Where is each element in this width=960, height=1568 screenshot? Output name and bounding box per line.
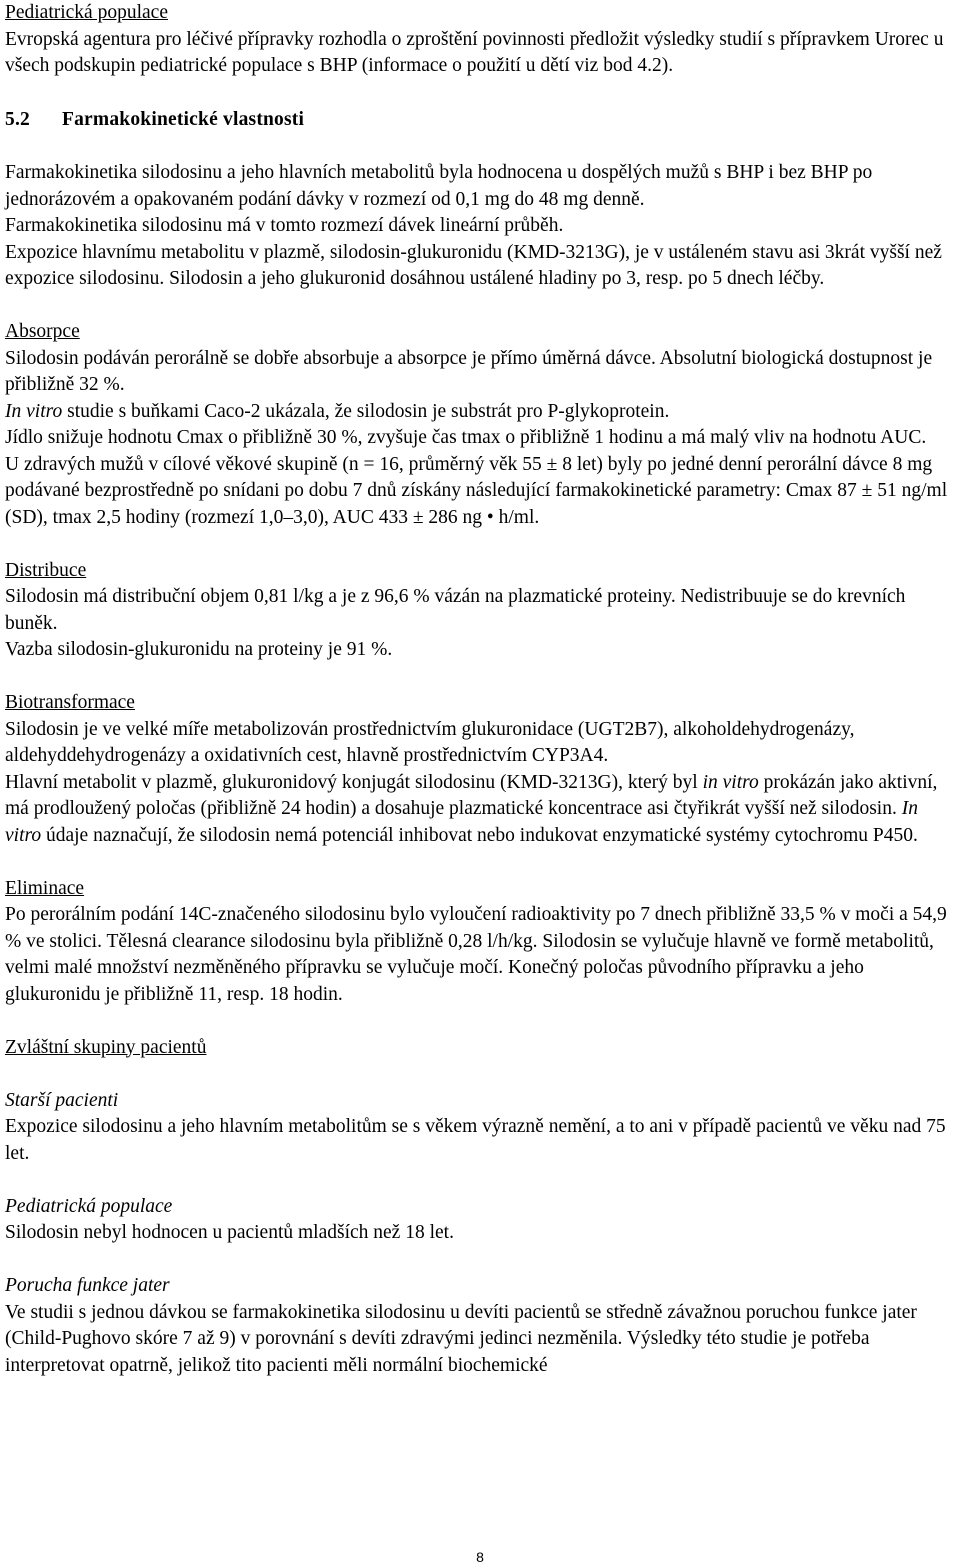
- section-title: Farmakokinetické vlastnosti: [62, 108, 305, 130]
- section-heading: [5, 107, 955, 134]
- elimination-paragraph: Po perorálním podání 14C-značeného silodosinu bylo vyloučení radioaktivity po 7 dnech přibližně 33,5 % v moči a 54,9 % ve stolici. Tělesná clearance silodosinu byla přibližně 0,28 l/h/kg. Silodosin se vylučuje hlavně ve formě metabolitů, velmi malé množství nezměněného přípravku se vylučuje močí. Konečný poločas původního přípravku a jeho glukuronidu je přibližně 11, resp. 18 hodin.: [5, 904, 947, 1005]
- pk-paragraph-1: Farmakokinetika silodosinu a jeho hlavních metabolitů byla hodnocena u dospělých mužů s BHP i bez BHP po jednorázovém a opakovaném podání dávky v rozmezí od 0,1 mg do 48 mg denně.: [5, 162, 873, 210]
- biotransformation-paragraph-2: Hlavní metabolit v plazmě, glukuronidový konjugát silodosinu (KMD-3213G), který byl in vitro prokázán jako aktivní, má prodloužený poločas (přibližně 24 hodin) a dosahuje plazmatické koncentrace asi čtyřikrát vyšší než silodosin. In vitro údaje naznačují, že silodosin nemá potenciál inhibovat nebo indukovat enzymatické systémy cytochromu P450.: [5, 771, 938, 846]
- hepatic-impairment-heading: Porucha funkce jater: [5, 1275, 170, 1296]
- absorption-heading: Absorpce: [5, 321, 80, 342]
- elderly-heading: Starší pacienti: [5, 1089, 119, 1111]
- absorption-paragraph-2: In vitro studie s buňkami Caco-2 ukázala, že silodosin je substrát pro P-glykoprotein.: [5, 400, 670, 422]
- absorption-paragraph-3: Jídlo snižuje hodnotu Cmax o přibližně 30 %, zvyšuje čas tmax o přibližně 1 hodinu a má malý vliv na hodnotu AUC.: [5, 427, 927, 448]
- pediatric-population-text: Evropská agentura pro léčivé přípravky rozhodla o zproštění povinnosti předložit výsledky studií s přípravkem Urorec u všech podskupin pediatrické populace s BHP (informace o použití u dětí viz bod 4.2).: [5, 28, 944, 76]
- in-vitro-term: in vitro: [702, 771, 759, 793]
- distribution-heading: Distribuce: [5, 559, 87, 581]
- pediatric-population-heading: Pediatrická populace: [5, 2, 168, 23]
- hepatic-impairment-text: Ve studii s jednou dávkou se farmakokinetika silodosinu u devíti pacientů se středně závažnou poruchou funkce jater (Child-Pughovo skóre 7 až 9) v porovnání s devíti zdravými jedinci nezměnila. Výsledky této studie je potřeba interpretovat opatrně, jelikož tito pacienti měli normální biochemické: [5, 1301, 917, 1376]
- in-vitro-term: In vitro: [5, 400, 63, 422]
- in-vitro-term: In vitro: [5, 798, 918, 846]
- pediatric-text: Silodosin nebyl hodnocen u pacientů mladších než 18 let.: [5, 1222, 454, 1243]
- absorption-paragraph-1: Silodosin podáván perorálně se dobře absorbuje a absorpce je přímo úměrná dávce. Absolutní biologická dostupnost je přibližně 32 %.: [5, 347, 933, 395]
- pk-paragraph-2: Farmakokinetika silodosinu má v tomto rozmezí dávek lineární průběh.: [5, 215, 564, 236]
- elimination-heading: Eliminace: [5, 877, 85, 899]
- biotransformation-paragraph-1: Silodosin je ve velké míře metabolizován prostřednictvím glukuronidace (UGT2B7), alkoholdehydrogenázy, aldehyddehydrogenázy a oxidativních cest, hlavně prostřednictvím CYP3A4.: [5, 718, 855, 766]
- section-number: 5.2: [5, 108, 30, 130]
- distribution-paragraph-1: Silodosin má distribuční objem 0,81 l/kg a je z 96,6 % vázán na plazmatické proteiny. Nedistribuuje se do krevních buněk.: [5, 586, 906, 634]
- special-populations-heading: Zvláštní skupiny pacientů: [5, 1036, 207, 1058]
- biotransformation-heading: Biotransformace: [5, 692, 135, 713]
- distribution-paragraph-2: Vazba silodosin-glukuronidu na proteiny je 91 %.: [5, 639, 393, 660]
- page-number: 8: [476, 1549, 484, 1565]
- absorption-paragraph-4: U zdravých mužů v cílové věkové skupině (n = 16, průměrný věk 55 ± 8 let) byly po jedné denní perorální dávce 8 mg podávané bezprostředně po snídani po dobu 7 dnů získány následující farmakokinetické parametry: Cmax 87 ± 51 ng/ml (SD), tmax 2,5 hodiny (rozmezí 1,0–3,0), AUC 433 ± 286 ng • h/ml.: [5, 453, 948, 528]
- pediatric-heading: Pediatrická populace: [5, 1195, 173, 1217]
- elderly-text: Expozice silodosinu a jeho hlavním metabolitům se s věkem výrazně nemění, a to ani v případě pacientů ve věku nad 75 let.: [5, 1116, 946, 1164]
- pk-paragraph-3: Expozice hlavnímu metabolitu v plazmě, silodosin-glukuronidu (KMD-3213G), je v ustáleném stavu asi 3krát vyšší než expozice silodosinu. Silodosin a jeho glukuronid dosáhnou ustálené hladiny po 3, resp. po 5 dnech léčby.: [5, 241, 942, 289]
- document-page: [5, 0, 955, 1379]
